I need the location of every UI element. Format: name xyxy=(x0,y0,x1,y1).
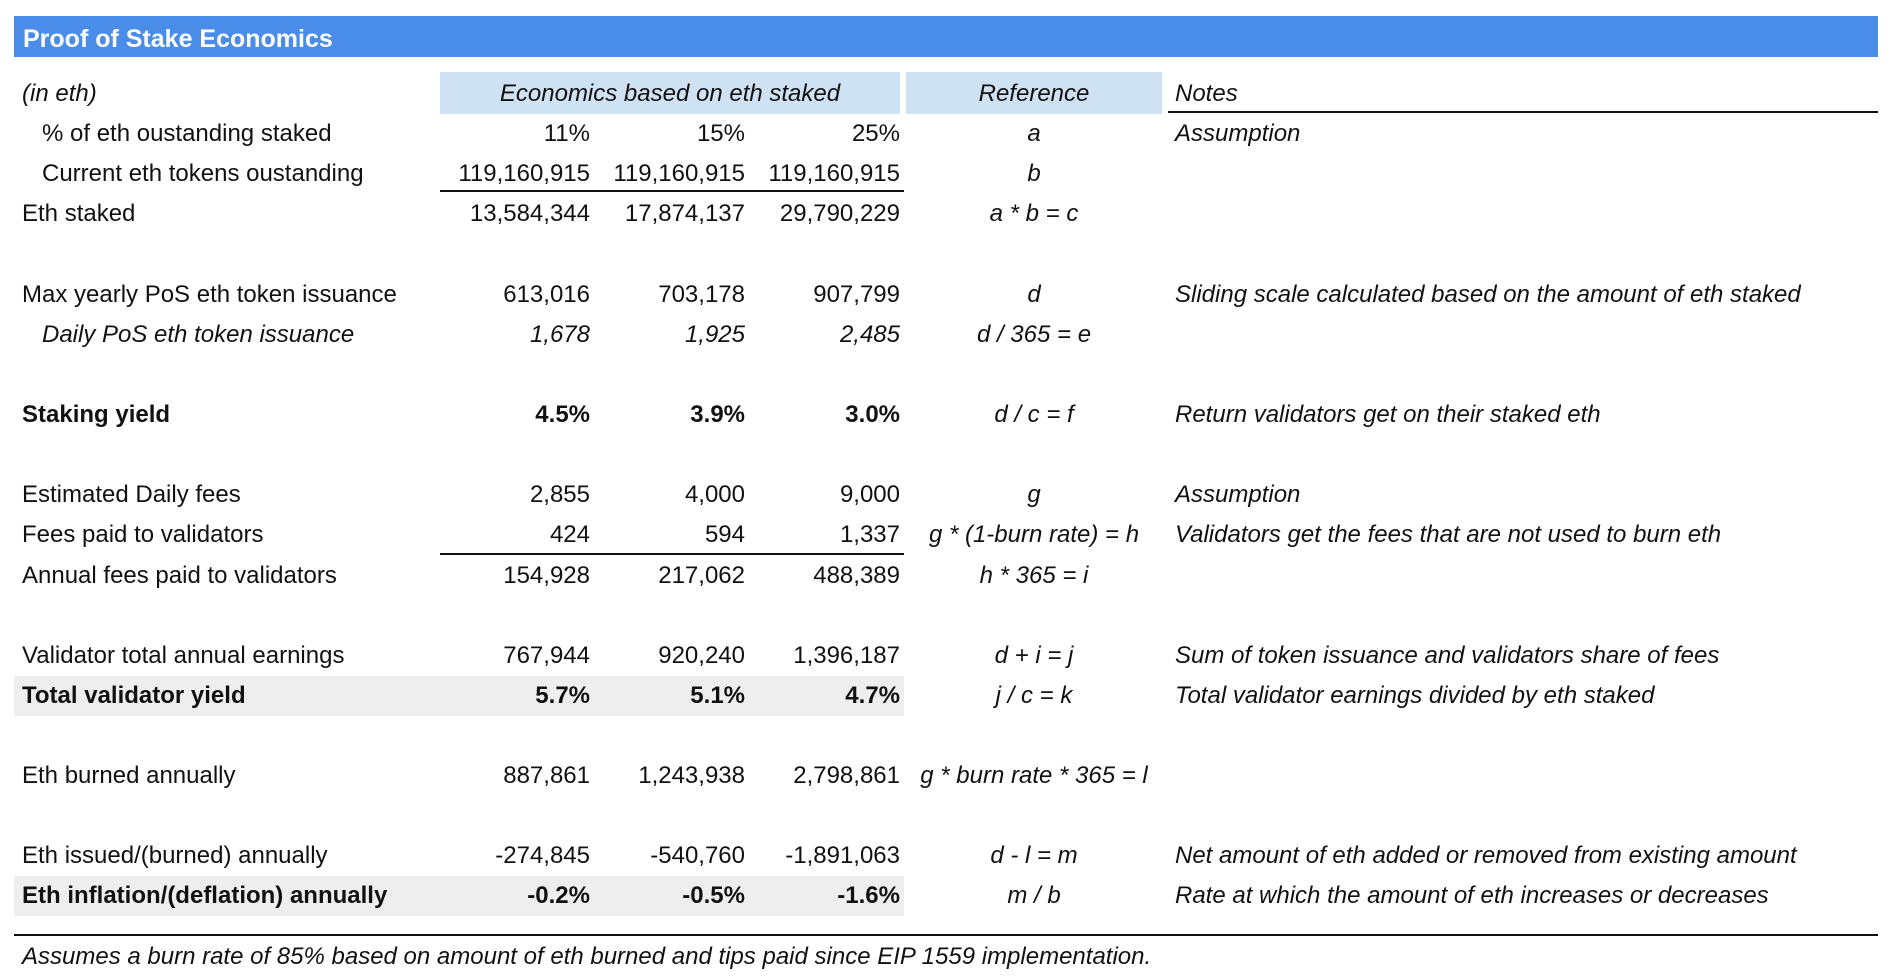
reference-cell: g * burn rate * 365 = l xyxy=(920,762,1148,789)
value-cell: 887,861 xyxy=(503,762,590,789)
value-cell: 2,855 xyxy=(529,481,590,508)
row-label: Annual fees paid to validators xyxy=(22,562,337,589)
value-cell: 488,389 xyxy=(813,562,900,589)
reference-cell: a xyxy=(1027,120,1041,147)
title-bar xyxy=(14,16,1878,57)
value-cell: -0.5% xyxy=(682,882,745,909)
row-label: Max yearly PoS eth token issuance xyxy=(22,281,397,308)
note-cell: Assumption xyxy=(1175,120,1301,147)
row-label: Staking yield xyxy=(22,401,171,428)
units-label: (in eth) xyxy=(22,80,97,107)
reference-cell: a * b = c xyxy=(989,200,1079,227)
value-cell: 4.5% xyxy=(535,401,590,428)
value-cell: 119,160,915 xyxy=(458,160,590,187)
note-cell: Sum of token issuance and validators share of fees xyxy=(1175,642,1720,669)
reference-cell: g * (1-burn rate) = h xyxy=(928,521,1140,548)
row-label: Daily PoS eth token issuance xyxy=(42,321,355,348)
value-cell: 2,485 xyxy=(839,321,900,348)
value-cell: 3.9% xyxy=(690,401,745,428)
reference-cell: d / 365 = e xyxy=(976,321,1092,348)
value-cell: 13,584,344 xyxy=(469,200,590,227)
note-cell: Return validators get on their staked eth xyxy=(1175,401,1601,428)
reference-cell: h * 365 = i xyxy=(979,562,1089,589)
value-cell: 594 xyxy=(704,521,745,548)
note-cell: Rate at which the amount of eth increases or decreases xyxy=(1175,882,1769,909)
value-cell: 29,790,229 xyxy=(779,200,900,227)
row-label: Current eth tokens oustanding xyxy=(42,160,364,187)
reference-cell: b xyxy=(1027,160,1041,187)
row-label: Fees paid to validators xyxy=(22,521,264,548)
row-label: Eth inflation/(deflation) annually xyxy=(22,882,388,909)
value-cell: 2,798,861 xyxy=(793,762,900,789)
notes-header-underline xyxy=(1168,111,1878,113)
reference-cell: d xyxy=(1027,281,1041,308)
value-cell: 25% xyxy=(851,120,900,147)
value-cell: 4,000 xyxy=(684,481,745,508)
value-cell: 907,799 xyxy=(813,281,900,308)
value-cell: -1.6% xyxy=(837,882,900,909)
value-cell: 5.7% xyxy=(535,682,590,709)
value-cell: 613,016 xyxy=(503,281,590,308)
page-title: Proof of Stake Economics xyxy=(23,25,333,53)
value-cell: 9,000 xyxy=(839,481,900,508)
note-cell: Total validator earnings divided by eth staked xyxy=(1175,682,1655,709)
row-label: Estimated Daily fees xyxy=(22,481,241,508)
value-cell: -274,845 xyxy=(495,842,590,869)
value-cell: 767,944 xyxy=(503,642,590,669)
value-cell: 4.7% xyxy=(845,682,900,709)
row-label: % of eth oustanding staked xyxy=(42,120,332,147)
value-cell: 154,928 xyxy=(503,562,590,589)
row-label: Eth staked xyxy=(22,200,136,227)
reference-cell: d / c = f xyxy=(994,401,1074,428)
note-cell: Sliding scale calculated based on the amount of eth staked xyxy=(1175,281,1801,308)
value-cell: -540,760 xyxy=(650,842,745,869)
value-cell: 1,925 xyxy=(684,321,745,348)
value-cell: -1,891,063 xyxy=(785,842,900,869)
value-cell: -0.2% xyxy=(527,882,590,909)
notes-header: Notes xyxy=(1175,80,1238,107)
value-cell: 1,678 xyxy=(529,321,590,348)
row-label: Total validator yield xyxy=(22,682,246,709)
value-cell: 3.0% xyxy=(845,401,900,428)
reference-cell: g xyxy=(1027,481,1041,508)
value-cell: 703,178 xyxy=(658,281,745,308)
footnote: Assumes a burn rate of 85% based on amount of eth burned and tips paid since EIP 1559 implementation. xyxy=(22,943,1152,970)
row-label: Eth issued/(burned) annually xyxy=(22,842,328,869)
reference-cell: d - l = m xyxy=(990,842,1078,869)
note-cell: Net amount of eth added or removed from existing amount xyxy=(1175,842,1797,869)
reference-cell: d + i = j xyxy=(994,642,1074,669)
row-label: Validator total annual earnings xyxy=(22,642,345,669)
note-cell: Validators get the fees that are not used to burn eth xyxy=(1175,521,1722,548)
reference-header: Reference xyxy=(978,80,1090,107)
value-cell: 119,160,915 xyxy=(613,160,745,187)
row-label: Eth burned annually xyxy=(22,762,236,789)
value-cell: 119,160,915 xyxy=(768,160,900,187)
value-cell: 1,337 xyxy=(839,521,900,548)
value-cell: 1,243,938 xyxy=(638,762,745,789)
value-cell: 920,240 xyxy=(658,642,745,669)
value-cell: 1,396,187 xyxy=(793,642,900,669)
note-cell: Assumption xyxy=(1175,481,1301,508)
value-cell: 217,062 xyxy=(658,562,745,589)
footnote-divider xyxy=(14,934,1878,936)
economics-header: Economics based on eth staked xyxy=(499,80,841,107)
value-cell: 17,874,137 xyxy=(624,200,745,227)
reference-cell: m / b xyxy=(1007,882,1061,909)
value-cell: 5.1% xyxy=(690,682,745,709)
value-cell: 11% xyxy=(543,120,590,147)
reference-cell: j / c = k xyxy=(995,682,1073,709)
value-cell: 424 xyxy=(549,521,590,548)
value-cell: 15% xyxy=(696,120,745,147)
